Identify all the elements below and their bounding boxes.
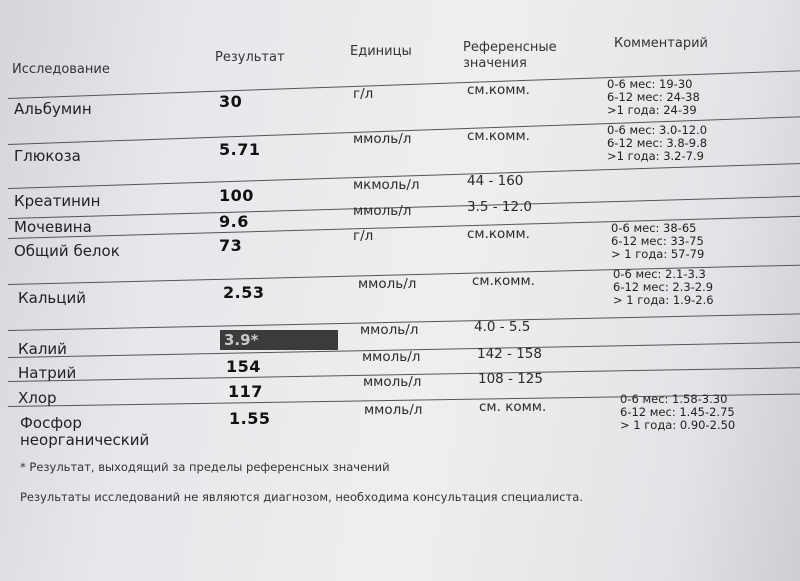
test-comment-line: 6-12 мес: 1.45-2.75 bbox=[620, 405, 735, 419]
test-result: 117 bbox=[228, 382, 263, 401]
test-unit: ммоль/л bbox=[362, 349, 421, 365]
test-unit: ммоль/л bbox=[358, 276, 417, 292]
test-unit: мкмоль/л bbox=[353, 177, 420, 193]
test-result: 5.71 bbox=[219, 140, 261, 159]
test-result: 30 bbox=[219, 92, 243, 111]
flagged-result: 3.9* bbox=[220, 330, 338, 350]
test-comment-line: 6-12 мес: 33-75 bbox=[611, 234, 704, 248]
test-unit: ммоль/л bbox=[353, 203, 412, 219]
test-comment-line: 0-6 мес: 38-65 bbox=[611, 221, 697, 235]
test-comment-line: 6-12 мес: 3.8-9.8 bbox=[607, 136, 708, 150]
test-name-line1: Фосфор bbox=[20, 414, 82, 432]
header-result: Результат bbox=[215, 50, 285, 65]
test-name: Альбумин bbox=[14, 100, 92, 118]
test-name: Мочевина bbox=[14, 218, 92, 236]
test-reference: см.комм. bbox=[467, 82, 530, 98]
test-comment-line: > 1 года: 57-79 bbox=[611, 247, 705, 261]
test-unit: ммоль/л bbox=[360, 322, 419, 338]
test-unit: ммоль/л bbox=[363, 374, 422, 390]
test-unit: г/л bbox=[353, 86, 374, 102]
test-reference: см. комм. bbox=[479, 399, 547, 415]
test-name: Креатинин bbox=[14, 192, 101, 210]
test-reference: 142 - 158 bbox=[477, 346, 542, 362]
test-result: 2.53 bbox=[223, 283, 265, 302]
header-test: Исследование bbox=[12, 62, 110, 77]
disclaimer: Результаты исследований не являются диагнозом, необходима консультация специалиста. bbox=[20, 490, 583, 504]
test-name: Глюкоза bbox=[14, 147, 81, 165]
test-unit: ммоль/л bbox=[364, 402, 423, 418]
test-comment-line: 0-6 мес: 3.0-12.0 bbox=[607, 123, 708, 137]
test-comment-line: > 1 года: 0.90-2.50 bbox=[620, 418, 736, 432]
test-name: Кальций bbox=[18, 289, 86, 307]
test-comment-line: 0-6 мес: 2.1-3.3 bbox=[613, 267, 706, 281]
test-result: 154 bbox=[226, 357, 261, 376]
test-reference: см.комм. bbox=[467, 226, 530, 242]
header-ref-line2: значения bbox=[463, 56, 527, 71]
test-reference: см.комм. bbox=[467, 128, 530, 144]
test-reference: 44 - 160 bbox=[467, 173, 524, 189]
footnote: * Результат, выходящий за пределы референсных значений bbox=[20, 460, 390, 474]
test-result: 100 bbox=[219, 186, 254, 205]
test-name: Общий белок bbox=[14, 242, 120, 260]
test-name: Калий bbox=[18, 340, 67, 358]
test-reference: см.комм. bbox=[472, 273, 535, 289]
test-name: Хлор bbox=[18, 389, 57, 407]
test-comment-line: >1 года: 24-39 bbox=[607, 103, 697, 117]
test-result: 73 bbox=[219, 236, 243, 255]
test-unit: г/л bbox=[353, 228, 374, 244]
test-unit: ммоль/л bbox=[353, 131, 412, 147]
test-comment-line: > 1 года: 1.9-2.6 bbox=[613, 293, 714, 307]
test-comment-line: 0-6 мес: 19-30 bbox=[607, 77, 693, 91]
test-comment-line: >1 года: 3.2-7.9 bbox=[607, 149, 704, 163]
test-result: 9.6 bbox=[219, 212, 249, 231]
test-reference: 4.0 - 5.5 bbox=[474, 319, 531, 335]
header-ref-line1: Референсные bbox=[463, 40, 557, 55]
header-units: Единицы bbox=[350, 44, 412, 59]
test-comment-line: 0-6 мес: 1.58-3.30 bbox=[620, 392, 728, 406]
test-name-line2: неорганический bbox=[20, 431, 150, 449]
test-reference: 3.5 - 12.0 bbox=[467, 199, 532, 215]
test-comment-line: 6-12 мес: 24-38 bbox=[607, 90, 700, 104]
test-result: 1.55 bbox=[229, 409, 271, 428]
test-reference: 108 - 125 bbox=[478, 371, 543, 387]
header-comment: Комментарий bbox=[614, 36, 708, 51]
test-comment-line: 6-12 мес: 2.3-2.9 bbox=[613, 280, 714, 294]
test-name: Натрий bbox=[18, 364, 77, 382]
